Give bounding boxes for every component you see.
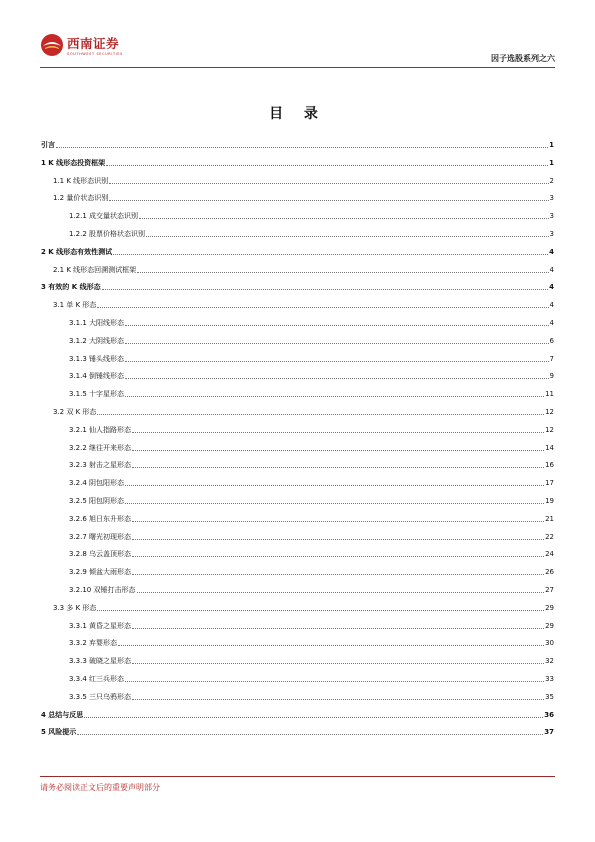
toc-entry-page: 11 xyxy=(545,390,554,399)
toc-entry-label: 3.2.4 阴包阳形态 xyxy=(69,479,125,488)
toc-entry-page: 27 xyxy=(545,586,554,594)
toc-entry-page: 1 xyxy=(549,141,554,149)
toc-leader-dots xyxy=(125,361,548,362)
logo-name-cn: 西南证券 xyxy=(67,36,120,51)
toc-entry[interactable] xyxy=(41,138,554,150)
toc-entry-page: 29 xyxy=(545,621,554,630)
toc-entry-page: 12 xyxy=(545,408,554,416)
toc-entry-page: 22 xyxy=(545,532,554,541)
toc-leader-dots xyxy=(132,539,544,540)
toc-entry[interactable] xyxy=(69,316,554,328)
toc-entry-label: 3.1 单 K 形态 xyxy=(53,301,97,310)
toc-leader-dots xyxy=(118,645,544,646)
toc-entry-label: 3.2.7 曙光初现形态 xyxy=(69,532,132,541)
toc-entry-label: 3.2.1 仙人指路形态 xyxy=(69,425,132,434)
toc-leader-dots xyxy=(109,200,548,201)
toc-entry-label: 3.3.1 黄昏之星形态 xyxy=(69,621,132,630)
toc-entry[interactable] xyxy=(69,227,554,239)
toc-entry-page: 9 xyxy=(549,372,554,381)
toc-leader-dots xyxy=(97,307,548,308)
toc-leader-dots xyxy=(132,663,544,664)
toc-entry-page: 3 xyxy=(549,212,554,221)
footer-divider xyxy=(40,776,555,777)
toc-entry-page: 6 xyxy=(549,336,554,345)
toc-leader-dots xyxy=(146,236,548,237)
toc-entry-label: 5 风险提示 xyxy=(41,728,77,737)
toc-entry-page: 2 xyxy=(549,176,554,185)
toc-entry-page: 36 xyxy=(544,710,554,719)
toc-entry-page: 33 xyxy=(545,675,554,683)
toc-entry-page: 3 xyxy=(549,230,554,238)
toc-entry[interactable] xyxy=(69,209,554,221)
toc-entry-page: 17 xyxy=(545,479,554,488)
toc-entry[interactable] xyxy=(69,619,554,631)
toc-leader-dots xyxy=(132,628,544,629)
toc-entry-label: 3 有效的 K 线形态 xyxy=(41,283,101,292)
toc-leader-dots xyxy=(137,272,548,273)
toc-leader-dots xyxy=(132,450,544,451)
toc-entry[interactable] xyxy=(69,494,554,506)
toc-entry-page: 24 xyxy=(545,550,554,559)
toc-entry[interactable] xyxy=(41,280,554,292)
toc-entry[interactable] xyxy=(69,476,554,488)
toc-entry-page: 4 xyxy=(549,247,554,256)
toc-entry-label: 3.2.3 射击之星形态 xyxy=(69,461,132,470)
toc-leader-dots xyxy=(125,503,544,504)
toc-leader-dots xyxy=(132,699,544,700)
toc-entry-page: 1 xyxy=(549,158,554,167)
toc-entry[interactable] xyxy=(69,441,554,453)
header-divider xyxy=(40,67,555,68)
toc-entry[interactable] xyxy=(69,547,554,559)
toc-entry[interactable] xyxy=(69,690,554,702)
toc-entry-page: 30 xyxy=(545,639,554,648)
toc-entry[interactable] xyxy=(53,601,554,613)
toc-leader-dots xyxy=(113,254,548,255)
toc-entry-page: 4 xyxy=(549,265,554,274)
toc-entry-label: 3.3.5 三只乌鸦形态 xyxy=(69,692,132,701)
toc-entry[interactable] xyxy=(41,156,554,168)
toc-leader-dots xyxy=(139,218,548,219)
toc-leader-dots xyxy=(125,343,548,344)
toc-leader-dots xyxy=(109,183,548,184)
toc-entry[interactable] xyxy=(53,405,554,417)
toc-leader-dots xyxy=(125,681,544,682)
toc-entry-label: 3.2.5 阳包阴形态 xyxy=(69,497,125,505)
toc-entry[interactable] xyxy=(53,174,554,186)
toc-entry-page: 32 xyxy=(545,657,554,666)
toc-entry[interactable] xyxy=(69,369,554,381)
logo-icon xyxy=(40,33,64,57)
toc-entry[interactable] xyxy=(53,298,554,310)
toc-entry[interactable] xyxy=(69,512,554,524)
toc-entry-page: 16 xyxy=(545,461,554,470)
toc-entry-label: 3.2.2 继往开来形态 xyxy=(69,443,132,452)
logo-name-en: SOUTHWEST SECURITIES xyxy=(67,52,123,56)
toc-entry-label: 3.1.2 大阴线形态 xyxy=(69,336,125,345)
toc-entry-label: 3.1.3 锤头线形态 xyxy=(69,354,125,363)
toc-leader-dots xyxy=(102,289,549,290)
toc-entry-label: 4 总结与反思 xyxy=(41,710,84,719)
toc-entry[interactable] xyxy=(69,334,554,346)
toc-entry[interactable] xyxy=(69,423,554,435)
toc-leader-dots xyxy=(125,325,548,326)
toc-entry[interactable] xyxy=(53,191,554,203)
toc-leader-dots xyxy=(132,432,544,433)
toc-entry-label: 3.2.8 乌云盖顶形态 xyxy=(69,550,132,559)
toc-entry-label: 1 K 线形态投资框架 xyxy=(41,158,106,167)
toc-leader-dots xyxy=(132,521,544,522)
toc-entry-page: 29 xyxy=(545,603,554,612)
toc-entry-page: 35 xyxy=(545,692,554,701)
toc-entry-page: 7 xyxy=(549,354,554,363)
toc-entry-page: 21 xyxy=(545,514,554,523)
toc-entry-label: 3.1.1 大阳线形态 xyxy=(69,319,125,327)
toc-entry-label: 引言 xyxy=(41,141,55,149)
toc-entry[interactable] xyxy=(69,654,554,666)
toc-entry[interactable] xyxy=(69,565,554,577)
toc-entry-label: 3.1.5 十字星形态 xyxy=(69,390,125,399)
toc-entry[interactable] xyxy=(41,725,554,737)
toc-leader-dots xyxy=(106,165,548,166)
toc-entry-label: 3.1.4 倒锤线形态 xyxy=(69,372,125,381)
toc-entry-label: 1.2.1 成交量状态识别 xyxy=(69,212,139,221)
toc-leader-dots xyxy=(125,378,548,379)
toc-entry-label: 1.1 K 线形态识别 xyxy=(53,176,109,185)
toc-entry-page: 3 xyxy=(549,194,554,203)
toc-entry-page: 4 xyxy=(549,301,554,310)
toc-entry-label: 3.3 多 K 形态 xyxy=(53,603,97,612)
toc-entry-label: 2 K 线形态有效性测试 xyxy=(41,247,113,256)
toc-leader-dots xyxy=(77,734,543,735)
toc-entry-label: 3.3.4 红三兵形态 xyxy=(69,675,125,683)
toc-entry[interactable] xyxy=(69,583,554,595)
toc-entry-page: 12 xyxy=(545,425,554,434)
toc-entry-label: 2.1 K 线形态回溯测试框架 xyxy=(53,265,137,274)
toc-entry[interactable] xyxy=(69,530,554,542)
toc-entry[interactable] xyxy=(69,458,554,470)
page-header xyxy=(40,33,555,69)
report-series: 因子选股系列之六 xyxy=(491,54,555,63)
toc-entry-label: 3.3.3 破晓之星形态 xyxy=(69,657,132,666)
toc-entry-page: 26 xyxy=(545,568,554,577)
toc-title: 目 录 xyxy=(269,106,326,122)
toc-entry[interactable] xyxy=(41,708,554,720)
toc-leader-dots xyxy=(125,485,544,486)
toc-entry-label: 3.2.10 双锤打击形态 xyxy=(69,586,136,594)
toc-entry[interactable] xyxy=(53,263,554,275)
toc-entry-page: 19 xyxy=(545,497,554,505)
toc-entry[interactable] xyxy=(69,672,554,684)
toc-leader-dots xyxy=(97,414,544,415)
toc-entry[interactable] xyxy=(41,245,554,257)
toc-entry-page: 4 xyxy=(549,319,554,327)
toc-leader-dots xyxy=(132,556,544,557)
toc-leader-dots xyxy=(84,717,543,718)
toc-entry-label: 1.2.2 股票价格状态识别 xyxy=(69,230,146,238)
toc-entry-label: 1.2 量价状态识别 xyxy=(53,194,109,203)
toc-leader-dots xyxy=(125,396,544,397)
toc-leader-dots xyxy=(56,147,548,148)
footer-notice: 请务必阅读正文后的重要声明部分 xyxy=(40,783,160,792)
toc-entry-label: 3.2.9 倾盆大雨形态 xyxy=(69,568,132,577)
toc-leader-dots xyxy=(132,467,544,468)
toc-leader-dots xyxy=(132,574,544,575)
toc-entry-label: 3.2 双 K 形态 xyxy=(53,408,97,416)
company-logo xyxy=(40,33,123,57)
toc-entry[interactable] xyxy=(69,387,554,399)
toc-entry[interactable] xyxy=(69,352,554,364)
toc-entry-page: 37 xyxy=(544,728,554,737)
toc-entry[interactable] xyxy=(69,636,554,648)
toc-entry-page: 4 xyxy=(549,283,554,292)
toc-leader-dots xyxy=(97,610,544,611)
toc-entry-label: 3.2.6 旭日东升形态 xyxy=(69,514,132,523)
toc-leader-dots xyxy=(137,592,545,593)
toc-entry-page: 14 xyxy=(545,443,554,452)
toc-entry-label: 3.3.2 弃婴形态 xyxy=(69,639,118,648)
